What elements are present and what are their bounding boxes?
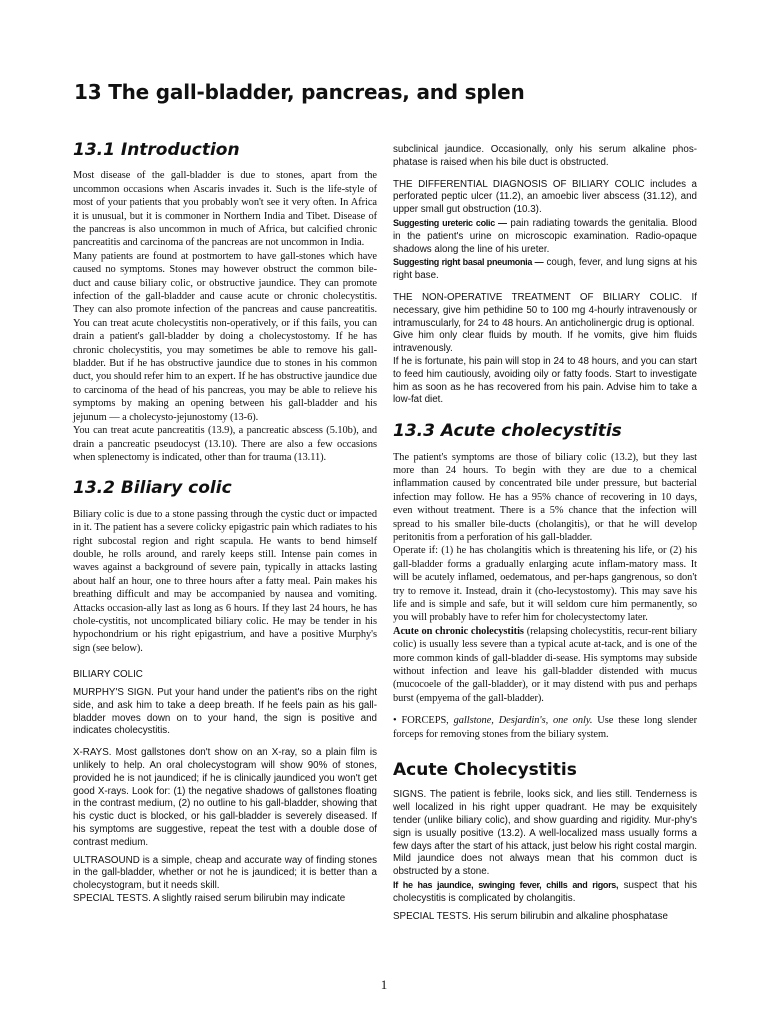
intro-paragraph-1: Most disease of the gall-bladder is due to stones, apart from the uncommon occasions when Ascaris invades it. Such is the life-style of most of your patients that you probably won't see it very often. In Africa it is unusual, but it is commoner in Northern India and Tibet. Disease of the pancreas is also uncommon in much of Africa, but calcified chronic pancreatitis and carcinoma of the pancreas are not uncommon in India. [73, 170, 377, 249]
intro-paragraph-2: Many patients are found at postmortem to have gall-stones which have caused no symptoms. Stones may however obstruct the common bile-duct and cause biliary colic, or obstructive jaundice. They can promote infection of the gall-bladder and cause acute or chronic cholecystitis. They can also promote infection of the pancreas and cause pancreatitis. You can treat acute cholecystitis non-operatively, or if this fails, you can drain a patient's gall-bladder by doing a cholecystostomy. If he has chronic cholecystitis, you may sometimes be able to remove his gall-bladder. But if he has obstructive jaundice due to stones in his common duct, you should refer him to an expert. If he has obstructive jaundice due to carcinoma of the head of his pancreas, you may be able to relieve his symptoms by making an opening between his gall-bladder and his jejunum — a cholecysto-jejunostomy (13-6). [73, 250, 377, 423]
basal-pneumonia-paragraph [393, 256, 697, 283]
basal-pneumonia-text: cough, fever, and lung signs at his right base. [393, 257, 697, 282]
biliary-colic-label: BILIARY COLIC [73, 669, 143, 681]
clear-fluids-paragraph: Give him only clear fluids by mouth. If he vomits, give him fluids intravenously. [393, 330, 697, 355]
acute-on-chronic-text: (relapsing cholecystitis, recur-rent biliary colic) is usually less severe than a typical acute at-tack, and is one of the more common kinds of gall-bladder di-sease. His symptoms may subside without infection and leave his gall-bladder distended with mucus (mucocoele of the gall-bladder), or it may distend with pus and perhaps burst (empyema of the gall-bladder). [393, 625, 697, 704]
ureteric-colic-label: Suggesting ureteric colic — [393, 217, 507, 228]
forceps-text: Use these long slender forceps for removing stones from the biliary system. [393, 715, 697, 740]
forceps-bullet: • FORCEPS, [393, 715, 454, 727]
ureteric-colic-paragraph [393, 217, 697, 256]
signs-paragraph: SIGNS. The patient is febrile, looks sick, and lies still. Tenderness is well localized in his right upper quadrant. He may be exquisitely tender (unlike biliary colic), and show guarding and rigidity. Mur-phy's sign is usually positive (13.2). A well-localized mass usually forms a few days after the start of his attack, just below his right costal margin. Mild jaundice does not always mean that his common duct is obstructed by a stone. [393, 789, 697, 878]
acute-cholecystitis-heading: 13.3 Acute cholecystitis [393, 421, 622, 442]
forceps-name: gallstone, Desjardin's, one only. [453, 715, 593, 727]
page-title: 13 The gall-bladder, pancreas, and splen [74, 80, 525, 104]
acute-paragraph-2: Operate if: (1) he has cholangitis which is threatening his life, or (2) his gall-bladder forms a gradually enlarging acute inflam-matory mass. It will be acutely inflamed, oedematous, and per-haps gangrenous, so don't try to remove it. Instead, drain it (cho-lecystostomy). This may save his life and is simple and safe, but it will seldom cure him permanently, so you will probably have to refer him for cholecystectomy later. [393, 545, 697, 624]
acute-paragraph-1: The patient's symptoms are those of biliary colic (13.2), but they last more than 24 hours. To begin with they are due to a chemical inflammation caused by concentrated bile under pressure, but bacterial infection may follow. He has a 95% chance of recovering in 10 days, even without treatment. There is a 5% chance that the infection will spread to his smaller bile-ducts (cholangitis), or that he will develop peritonitis from a perforation of his gall-bladder. [393, 451, 697, 543]
jaundice-text: suspect that his cholecystitis is complicated by cholangitis. [393, 880, 697, 904]
acute-on-chronic-paragraph [393, 625, 697, 705]
acute-cholecystitis-subheading: Acute Cholecystitis [393, 760, 577, 781]
ultrasound-paragraph: ULTRASOUND is a simple, cheap and accurate way of finding stones in the gall-bladder, whether or not he is jaundiced; it is better than a cholecystogram, but it needs skill. [73, 854, 377, 892]
intro-paragraph-3: You can treat acute pancreatitis (13.9), a pancreatic abscess (5.10b), and drain a pancreatic pseudocyst (13.10). There are also a few occasions when splenectomy is indicated, other than for trauma (13.11). [73, 425, 377, 463]
subclinical-jaundice-paragraph: subclinical jaundice. Occasionally, only his serum alkaline phos-phatase is raised when his bile duct is obstructed. [393, 144, 697, 168]
jaundice-label: If he has jaundice, swinging fever, chills and rigors, [393, 880, 619, 891]
murphy-sign-paragraph: MURPHY'S SIGN. Put your hand under the patient's ribs on the right side, and ask him to take a deep breath. If he feels pain as his gall-bladder moves down on to your hand, the sign is positive and indicates cholecystitis. [73, 686, 377, 737]
biliary-heading: 13.2 Biliary colic [73, 478, 232, 499]
left-column [73, 140, 377, 906]
acute-on-chronic-label: Acute on chronic cholecystitis [393, 625, 524, 637]
jaundice-paragraph [393, 879, 697, 906]
forceps-paragraph [393, 714, 697, 741]
differential-diagnosis-paragraph: THE DIFFERENTIAL DIAGNOSIS OF BILIARY COLIC includes a perforated peptic ulcer (11.2), an amoebic liver abscess (31.12), and upper small gut obstruction (10.3). [393, 178, 697, 216]
ureteric-colic-text: pain radiating towards the genitalia. Blood in the patient's urine on microscopic examination. Radio-opaque shadows along the line of his ureter. [393, 217, 697, 255]
right-column [393, 144, 697, 923]
biliary-paragraph-1: Biliary colic is due to a stone passing through the cystic duct or impacted in it. The patient has a severe colicky epigastric pain which radiates to his right subcostal region and right scapula. He wants to bend himself double, he rolls around, and rarely keeps still. Intense pain comes in waves against a background of severe pain, typically in attacks lasting about half an hour, one to three hours after a fatty meal. Pain makes his breathing difficult and may be accompanied by nausea and vomiting. Attacks occasion-ally last as long as 6 hours. If they last 24 hours, he has chole-cystitis, not uncomplicated biliary colic. He may be tender in his hypochondrium or his right epigastrium, and have a positive Murphy's sign (see below). [73, 508, 377, 654]
special-tests-paragraph: SPECIAL TESTS. A slightly raised serum bilirubin may indicate [73, 892, 346, 904]
basal-pneumonia-label: Suggesting right basal pneumonia — [393, 257, 544, 268]
intro-heading: 13.1 Introduction [73, 140, 240, 160]
xrays-paragraph: X-RAYS. Most gallstones don't show on an X-ray, so a plain film is unlikely to help. An oral cholecystogram will show 90% of stones, provided he is not jaundiced; if he is clinically jaundiced you won't get good X-rays. Look for: (1) the negative shadows of gallstones floating in the contrast medium, (2) no outline to his gall-bladder, showing that his cystic duct is blocked, or his gall-bladder is severely diseased. If his symptoms are suggestive, repeat the test with a double dose of contrast medium. [73, 747, 377, 848]
acute-special-tests-paragraph: SPECIAL TESTS. His serum bilirubin and alkaline phosphatase [393, 910, 668, 922]
fortunate-paragraph: If he is fortunate, his pain will stop in 24 to 48 hours, and you can start to feed him cautiously, avoiding oily or fatty foods. Start to investigate him as soon as he has recovered from his pain. Advise him to take a low-fat diet. [393, 355, 697, 406]
non-operative-treatment-paragraph: THE NON-OPERATIVE TREATMENT OF BILIARY COLIC. If necessary, give him pethidine 50 to 100 mg 4-hourly intravenously or intramuscularly, for 24 to 48 hours. An anticholinergic drug is optional. [393, 291, 697, 329]
page-number: 1 [380, 977, 388, 992]
